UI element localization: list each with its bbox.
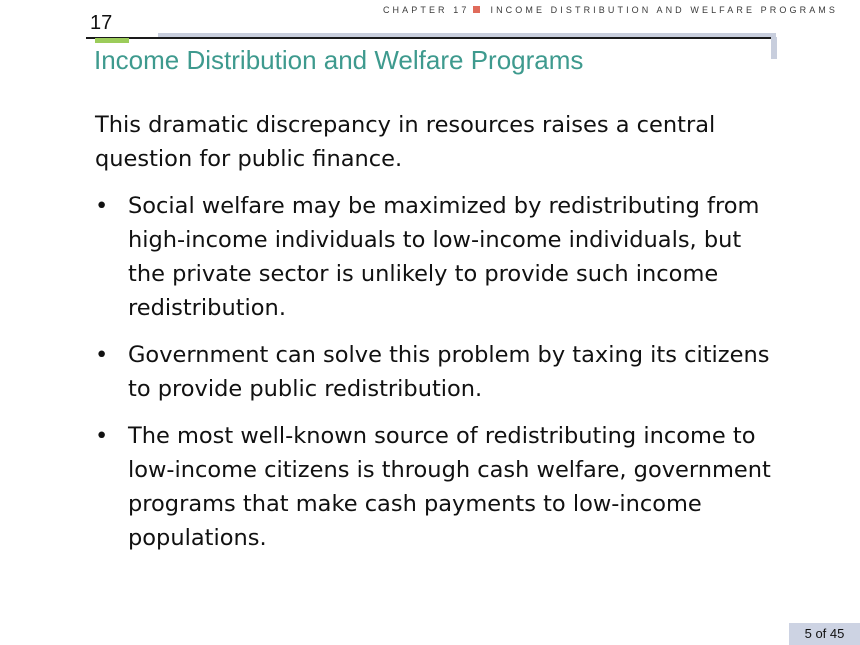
section-label: INCOME DISTRIBUTION AND WELFARE PROGRAMS — [490, 5, 838, 15]
intro-paragraph: This dramatic discrepancy in resources raises a central question for public finance. — [95, 112, 716, 172]
page-indicator: 5 of 45 — [789, 623, 860, 645]
bullet-icon: • — [95, 193, 109, 219]
bullet-item — [95, 189, 775, 325]
bullet-text: Government can solve this problem by taxing its citizens to provide public redistribution. — [128, 342, 770, 402]
bullet-text: The most well-known source of redistributing income to low-income citizens is through cash welfare, government programs that make cash payments to low-income populations. — [128, 423, 771, 551]
header-rule — [86, 37, 776, 39]
bullet-icon: • — [95, 342, 109, 368]
running-header — [383, 5, 838, 15]
slide-body — [95, 108, 775, 568]
bullet-item — [95, 419, 775, 555]
bullet-item — [95, 338, 775, 406]
bullet-icon: • — [95, 423, 109, 449]
chapter-label: CHAPTER 17 — [382, 5, 470, 15]
header-accent-bar — [95, 38, 129, 43]
chapter-number: 17 — [90, 12, 113, 34]
slide-title: Income Distribution and Welfare Programs — [94, 45, 584, 75]
header-side-bar — [771, 37, 777, 59]
bullet-text: Social welfare may be maximized by redistributing from high-income individuals to low-income individuals, but the private sector is unlikely to provide such income redistribution. — [128, 193, 760, 321]
square-separator-icon — [473, 6, 480, 13]
